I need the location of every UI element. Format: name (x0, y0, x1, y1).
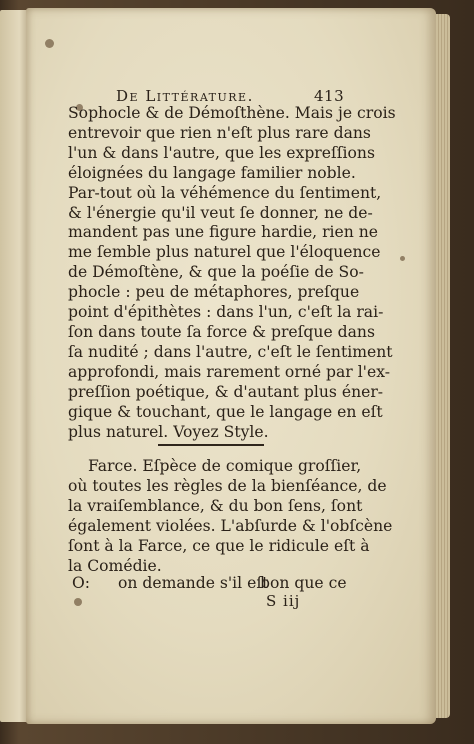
paragraph-demosthenes (68, 104, 396, 442)
signature-mark: S iij (266, 592, 301, 610)
text-line: ſa nudité ; dans l'autre, c'eſt le ſentiment (68, 342, 393, 361)
text-line: où toutes les règles de la bienſéance, de (68, 476, 387, 495)
text-line: mandent pas une figure hardie, rien ne (68, 223, 379, 242)
text-line: également violées. L'abſurde & l'obſcène (68, 516, 393, 535)
text-line: ſont à la Farce, ce que le ridicule eſt à (68, 536, 370, 555)
text-line: & l'énergie qu'il veut ſe donner, ne de- (68, 203, 373, 222)
text-line: la Comédie. (68, 556, 162, 575)
text-line: ſon dans toute ſa force & preſque dans (68, 322, 375, 341)
paragraph-farce (68, 457, 393, 576)
text-line: Farce. Eſpèce de comique groſſier, (88, 457, 362, 475)
facing-page-edge (0, 10, 28, 722)
catchline-start: O: (72, 574, 91, 592)
foxing-spot (45, 39, 54, 48)
catchline-end: bon que ce (260, 574, 347, 592)
text-line: entrevoir que rien n'eſt plus rare dans (68, 123, 371, 142)
text-line: de Démoſtène, & que la poéſie de So- (68, 263, 364, 282)
text-line: Sophocle & de Démoſthène. Mais je crois (68, 104, 396, 122)
text-line: la vraiſemblance, & du bon ſens, ſont (68, 496, 363, 515)
section-divider (158, 444, 264, 446)
text-line: phocle : peu de métaphores, preſque (68, 283, 360, 302)
text-line: Par-tout où la véhémence du ſentiment, (68, 183, 382, 202)
page-number: 413 (314, 87, 345, 105)
text-line: preſſion poétique, & d'autant plus éner- (68, 382, 384, 401)
catchline-middle: on demande s'il eſt (118, 574, 269, 592)
foxing-spot (74, 598, 82, 606)
text-line: plus naturel. Voyez Style. (68, 422, 269, 441)
running-header (116, 87, 436, 105)
text-line: me ſemble plus naturel que l'éloquence (68, 243, 381, 262)
text-line: point d'épithètes : dans l'un, c'eſt la rai- (68, 303, 384, 322)
running-title: De Littérature. (116, 87, 254, 105)
foxing-spot (400, 256, 405, 261)
text-line: approfondi, mais rarement orné par l'ex- (68, 362, 390, 381)
text-line: éloignées du langage familier noble. (68, 163, 356, 182)
text-line: l'un & dans l'autre, que les expreſſions (68, 143, 375, 162)
text-line: gique & touchant, que le langage en eſt (68, 402, 383, 421)
